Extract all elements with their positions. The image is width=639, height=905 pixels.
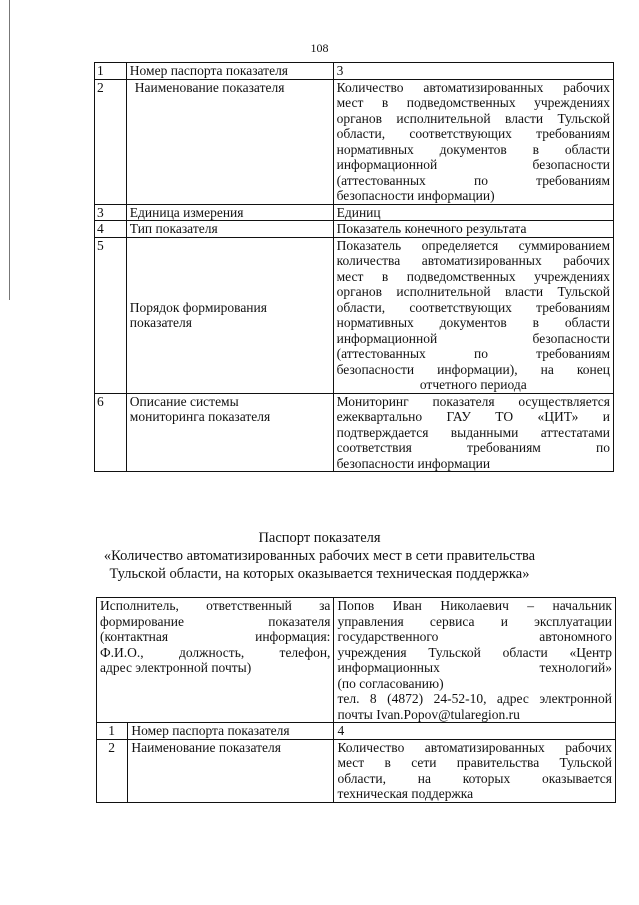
row-label: Единица измерения [126, 204, 333, 221]
executor-label: Исполнитель, ответственный за формирование показателя (контактная информация: Ф.И.О., должность, телефон, адрес электронной почты) [97, 598, 334, 723]
row-label: Номер паспорта показателя [128, 723, 334, 740]
table-row [95, 204, 614, 221]
row-number: 2 [95, 79, 127, 204]
row-label: Наименование показателя [126, 79, 333, 204]
row-label: Порядок формирования показателя [126, 237, 333, 393]
table-row [95, 63, 614, 80]
row-value: Мониторинг показателя осуществляется ежеквартально ГАУ ТО «ЦИТ» и подтверждается выданными аттестатами соответствия требованиям по безопасности информации [333, 393, 613, 472]
executor-value: Попов Иван Николаевич – начальник управления сервиса и эксплуатации государственного автономного учреждения Тульской области «Центр информационных технологий» (по согласованию) тел. 8 (4872) 24-52-10, адрес электронной почты Ivan.Popov@tularegion.ru [334, 598, 616, 723]
row-value: 3 [333, 63, 613, 80]
table-row [97, 598, 616, 723]
indicator-passport-table-4 [96, 597, 616, 803]
table-row [95, 393, 614, 472]
passport-title: Паспорт показателя [258, 530, 381, 546]
row-value: Показатель конечного результата [333, 221, 613, 238]
row-label: Номер паспорта показателя [126, 63, 333, 80]
table-row [95, 237, 614, 393]
row-number: 1 [95, 63, 127, 80]
row-value: Показатель определяется суммированием количества автоматизированных рабочих мест в подведомственных учреждениях органов исполнительной власти Тульской области, соответствующих требованиям нормативных документов в области информационной безопасности (аттестованных по требованиям безопасности информации), на конец отчетного периода [333, 237, 613, 393]
table-row [97, 739, 616, 802]
row-label: Описание системы мониторинга показателя [126, 393, 333, 472]
row-label: Тип показателя [126, 221, 333, 238]
row-number: 1 [97, 723, 128, 740]
passport-subtitle-line2: Тульской области, на которых оказывается техническая поддержка» [109, 566, 530, 582]
row-number: 3 [95, 204, 127, 221]
table-row [95, 221, 614, 238]
row-number: 4 [95, 221, 127, 238]
row-number: 2 [97, 739, 128, 802]
page-number: 108 [310, 41, 329, 55]
table-row [97, 723, 616, 740]
passport-subtitle-line1: «Количество автоматизированных рабочих мест в сети правительства [103, 548, 536, 564]
row-number: 6 [95, 393, 127, 472]
row-value: 4 [334, 723, 616, 740]
indicator-passport-table-3 [94, 62, 614, 472]
row-label: Наименование показателя [128, 739, 334, 802]
row-value: Количество автоматизированных рабочих мест в сети правительства Тульской области, на которых оказывается техническая поддержка [334, 739, 616, 802]
table-row [95, 79, 614, 204]
row-value: Единиц [333, 204, 613, 221]
row-number: 5 [95, 237, 127, 393]
row-value: Количество автоматизированных рабочих мест в подведомственных учреждениях органов исполнительной власти Тульской области, соответствующих требованиям нормативных документов в области информационной безопасности (аттестованных по требованиям безопасности информации) [333, 79, 613, 204]
